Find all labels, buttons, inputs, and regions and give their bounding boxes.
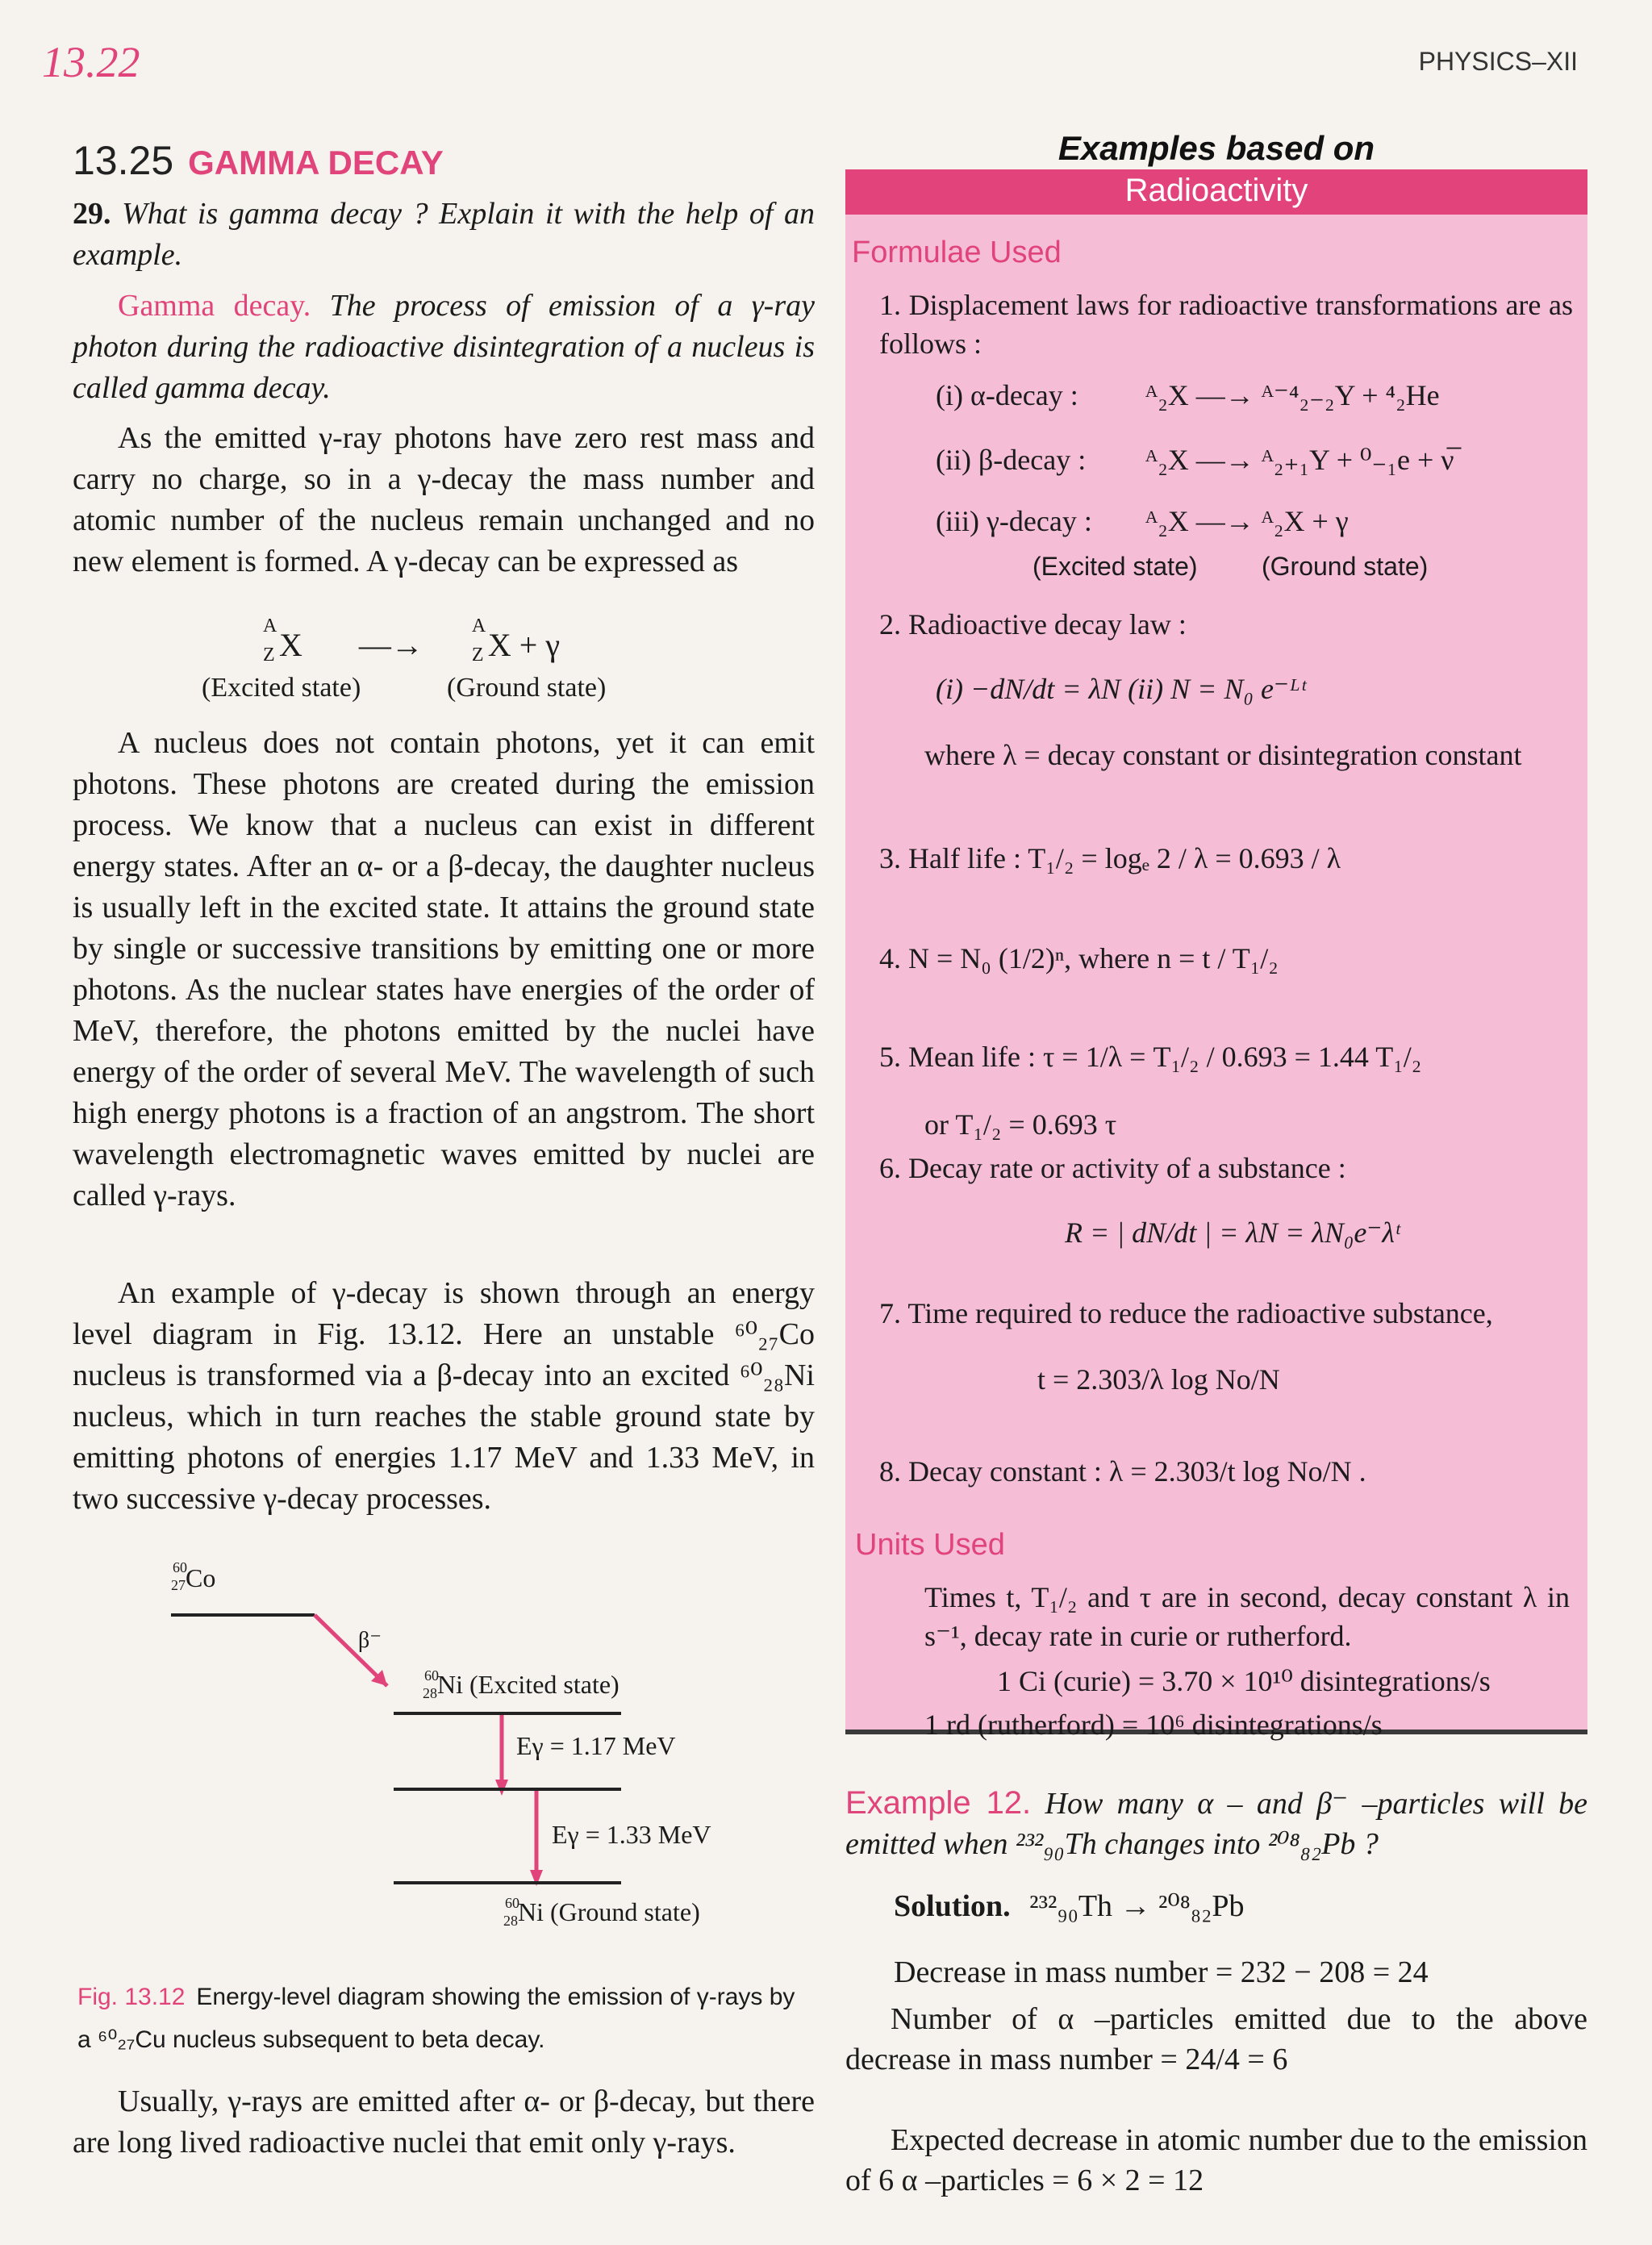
excited-state-label: (Excited state) [202, 673, 361, 703]
question-29 [73, 194, 815, 276]
ni-excited-label: $^{60}$28Ni (Excited state) [423, 1667, 620, 1701]
formula-6: 6. Decay rate or activity of a substance : [879, 1152, 1346, 1184]
figure-caption [77, 1978, 811, 2063]
beta-label: β⁻ [358, 1628, 382, 1653]
ni-ground-label: $^{60}$28Ni (Ground state) [503, 1895, 700, 1929]
formula-1a-label: (i) α-decay : [936, 379, 1078, 411]
paragraph-4: Usually, γ-rays are emitted after α- or β-decay, but there are long lived radioactive nuclei that emit only γ-rays. [73, 2084, 815, 2159]
running-header: PHYSICS–XII [1418, 47, 1578, 76]
formula-7-eq: t = 2.303/λ log No/N [1037, 1363, 1280, 1396]
units-heading: Units Used [855, 1528, 1005, 1562]
solution-equation: ²³²₉₀Th → ²⁰⁸₈₂Pb [1029, 1889, 1245, 1923]
paragraph-1: As the emitted γ-ray photons have zero rest mass and carry no charge, so in a γ-decay the mass number and atomic number of the nucleus remain unchanged and no new element is formed. A γ-decay can be expressed as [73, 421, 815, 578]
units-2: 1 Ci (curie) = 3.70 × 10¹⁰ disintegrations/s [997, 1665, 1491, 1697]
formula-2-eq: (i) −dN/dt = λN (ii) N = N₀ e⁻ᴸᵗ [936, 673, 1306, 705]
formula-1: 1. Displacement laws for radioactive transformations are as follows : [879, 289, 1573, 360]
solution-step-2: Number of α –particles emitted due to the above decrease in mass number = 24/4 = 6 [845, 2002, 1587, 2076]
co-label: $^{60}$27Co [171, 1559, 216, 1593]
formula-1c-excited: (Excited state) [1032, 552, 1198, 581]
formula-8: 8. Decay constant : λ = 2.303/t log No/N . [879, 1455, 1366, 1488]
paragraph-3: An example of γ-decay is shown through an energy level diagram in Fig. 13.12. Here an unstable ⁶⁰₂₇Co nucleus is transformed via a β-decay into an excited ⁶⁰₂₈Ni nucleus, which in turn reaches the stable ground state by emitting photons of energies 1.17 MeV and 1.33 MeV, in two successive γ-decay processes. [73, 1276, 815, 1516]
formula-3: 3. Half life : T₁/₂ = logₑ 2 / λ = 0.693 / λ [879, 842, 1341, 874]
solution-label: Solution. [894, 1889, 1011, 1923]
figure-number: Fig. 13.12 [77, 1984, 186, 2010]
ground-state-label: (Ground state) [447, 673, 607, 703]
question-number: 29. [73, 197, 111, 231]
definition [73, 286, 815, 409]
definition-text: The process of emission of a γ-ray photon during the radioactive disintegration of a nucleus is called gamma decay. [73, 289, 815, 405]
formula-1c-ground: (Ground state) [1262, 552, 1429, 581]
equation-left: X [279, 627, 302, 663]
equation-right: X + γ [487, 627, 561, 663]
units-1: Times t, T₁/₂ and τ are in second, decay constant λ in s⁻¹, decay rate in curie or rutherford. [924, 1581, 1570, 1652]
question-text: What is gamma decay ? Explain it with the help of an example. [73, 197, 815, 272]
formula-1c-eq: ᴬ₂X —→ ᴬ₂X + γ [1145, 505, 1349, 537]
formula-1b-eq: ᴬ₂X —→ ᴬ₂₊₁Y + ⁰₋₁e + ν̅ [1145, 444, 1454, 476]
box-subtitle: Radioactivity [1124, 173, 1308, 208]
formula-5: 5. Mean life : τ = 1/λ = T₁/₂ / 0.693 = 1.44 T₁/₂ [879, 1041, 1422, 1073]
units-3: 1 rd (rutherford) = 10⁶ disintegrations/s [924, 1709, 1383, 1741]
section-heading [73, 137, 444, 184]
solution-line [894, 1888, 1245, 1924]
section-title: GAMMA DECAY [188, 144, 444, 182]
formula-1a-eq: ᴬ₂X —→ ᴬ⁻⁴₂₋₂Y + ⁴₂He [1145, 379, 1440, 411]
solution-step-3: Expected decrease in atomic number due to the emission of 6 α –particles = 6 × 2 = 12 [845, 2123, 1587, 2197]
e2-label: Eγ = 1.33 MeV [552, 1820, 711, 1849]
figure-caption-text: Energy-level diagram showing the emission of γ-rays by a ⁶⁰₂₇Cu nucleus subsequent to beta decay. [77, 1984, 795, 2053]
equation-arrow: —→ [358, 627, 423, 663]
definition-term: Gamma decay. [118, 289, 311, 323]
example-question: How many α – and β⁻ –particles will be emitted when ²³²₉₀Th changes into ²⁰⁸₈₂Pb ? [845, 1787, 1587, 1861]
formula-2: 2. Radioactive decay law : [879, 608, 1187, 641]
section-number: 13.25 [73, 138, 174, 183]
formula-6-eq: R = | dN/dt | = λN = λN₀e⁻λᵗ [1065, 1216, 1400, 1249]
formula-5-or: or T₁/₂ = 0.693 τ [924, 1108, 1117, 1141]
formula-2-where: where λ = decay constant or disintegration constant [924, 739, 1522, 771]
example-12 [845, 1783, 1587, 1864]
box-title: Examples based on [1058, 129, 1375, 167]
formula-1c-label: (iii) γ-decay : [936, 505, 1092, 537]
solution-step-1: Decrease in mass number = 232 − 208 = 24 [894, 1955, 1429, 1989]
page-number: 13.22 [42, 38, 140, 86]
example-heading: Example 12. [845, 1785, 1032, 1821]
gamma-equation: A Z X —→ A Z X + γ [263, 615, 561, 666]
formula-1b-label: (ii) β-decay : [936, 444, 1087, 476]
formulae-heading: Formulae Used [852, 236, 1062, 269]
formula-7: 7. Time required to reduce the radioactive substance, [879, 1297, 1493, 1329]
paragraph-2: A nucleus does not contain photons, yet it can emit photons. These photons are created during the emission process. We know that a nucleus can exist in different energy states. After an α- or a β-decay, the daughter nucleus is usually left in the excited state. It attains the ground state by single or successive transitions by emitting one or more photons. As the nuclear states have energies of the order of MeV, therefore, the photons emitted by the nuclei have energy of the order of several MeV. The wavelength of such high energy photons is a fraction of an angstrom. The short wavelength electromagnetic waves emitted by nuclei are called γ-rays. [73, 726, 815, 1212]
e1-label: Eγ = 1.17 MeV [516, 1731, 676, 1760]
formula-4: 4. N = N₀ (1/2)ⁿ, where n = t / T₁/₂ [879, 942, 1279, 974]
